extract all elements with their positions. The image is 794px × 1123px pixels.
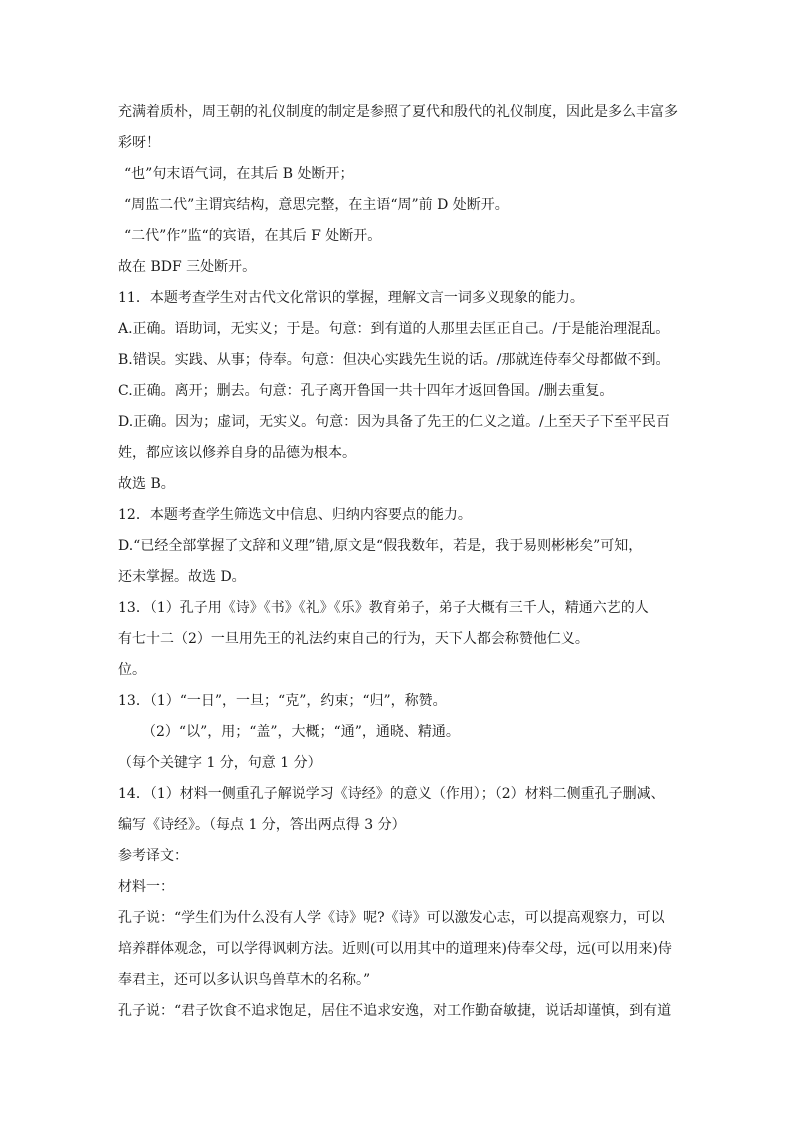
text-line: D.正确。因为；虚词，无实义。句意：因为具备了先王的仁义之道。/上至天子下至平民百 bbox=[118, 414, 670, 430]
text-line: 14．（1）材料一侧重孔子解说学习《诗经》的意义（作用）；（2）材料二侧重孔子删减、 bbox=[118, 786, 665, 802]
text-line: “二代”作”监“的宾语，在其后 F 处断开。 bbox=[124, 228, 382, 244]
text-line: 充满着质朴，周王朝的礼仪制度的制定是参照了夏代和殷代的礼仪制度，因此是多么丰富多 bbox=[118, 104, 678, 120]
text-line: 彩呀！ bbox=[118, 135, 160, 151]
text-line: C.正确。离开；删去。句意：孔子离开鲁国一共十四年才返回鲁国。/删去重复。 bbox=[118, 383, 614, 399]
text-line: 编写《诗经》。（每点 1 分，答出两点得 3 分） bbox=[118, 817, 406, 833]
text-line: 姓，都应该以修养自身的品德为根本。 bbox=[118, 445, 356, 461]
text-line: 孔子说：“君子饮食不追求饱足，居住不追求安逸，对工作勤奋敏捷，说话却谨慎，到有道 bbox=[118, 1003, 672, 1019]
text-line: 13．（1）“一日”，一旦；“克”，约束；“归”，称赞。 bbox=[118, 693, 447, 709]
text-line: 奉君主，还可以多认识鸟兽草木的名称。” bbox=[118, 972, 371, 988]
text-line: 11．本题考查学生对古代文化常识的掌握，理解文言一词多义现象的能力。 bbox=[118, 290, 584, 306]
text-line: B.错误。实践、从事；侍奉。句意：但决心实践先生说的话。/那就连侍奉父母都做不到。 bbox=[118, 352, 670, 368]
text-line: 故在 BDF 三处断开。 bbox=[118, 259, 257, 275]
text-line: A.正确。语助词，无实义；于是。句意：到有道的人那里去匡正自己。/于是能治理混乱。 bbox=[118, 321, 670, 337]
text-line: 参考译文： bbox=[118, 848, 188, 864]
text-line: 孔子说：“学生们为什么没有人学《诗》呢?《诗》可以激发心志，可以提高观察力，可以 bbox=[118, 910, 665, 926]
text-line: “周监二代”主谓宾结构，意思完整，在主语“周”前 D 处断开。 bbox=[124, 197, 509, 213]
text-line: “也”句末语气词，在其后 B 处断开； bbox=[124, 166, 354, 182]
text-line: 位。 bbox=[118, 662, 146, 678]
text-line: D.“已经全部掌握了文辞和义理”错,原文是“假我数年，若是，我于易则彬彬矣”可知， bbox=[118, 538, 643, 554]
text-line: 13．（1）孔子用《诗》《书》《礼》《乐》教育弟子，弟子大概有三千人，精通六艺的人 bbox=[118, 600, 649, 616]
text-line: （2）“以”，用；“盖”，大概；“通”，通晓、精通。 bbox=[142, 724, 460, 740]
text-line: 培养群体观念，可以学得讽刺方法。近则(可以用其中的道理来)侍奉父母，远(可以用来)侍 bbox=[118, 941, 672, 957]
text-line: 材料一： bbox=[118, 879, 174, 895]
text-line: （每个关键字 1 分，句意 1 分） bbox=[118, 755, 322, 771]
text-line: 故选 B。 bbox=[118, 476, 175, 492]
text-line: 还未掌握。故选 D。 bbox=[118, 569, 246, 585]
text-line: 12．本题考查学生筛选文中信息、归纳内容要点的能力。 bbox=[118, 507, 472, 523]
text-line: 有七十二（2）一旦用先王的礼法约束自己的行为，天下人都会称赞他仁义。 bbox=[118, 631, 589, 647]
